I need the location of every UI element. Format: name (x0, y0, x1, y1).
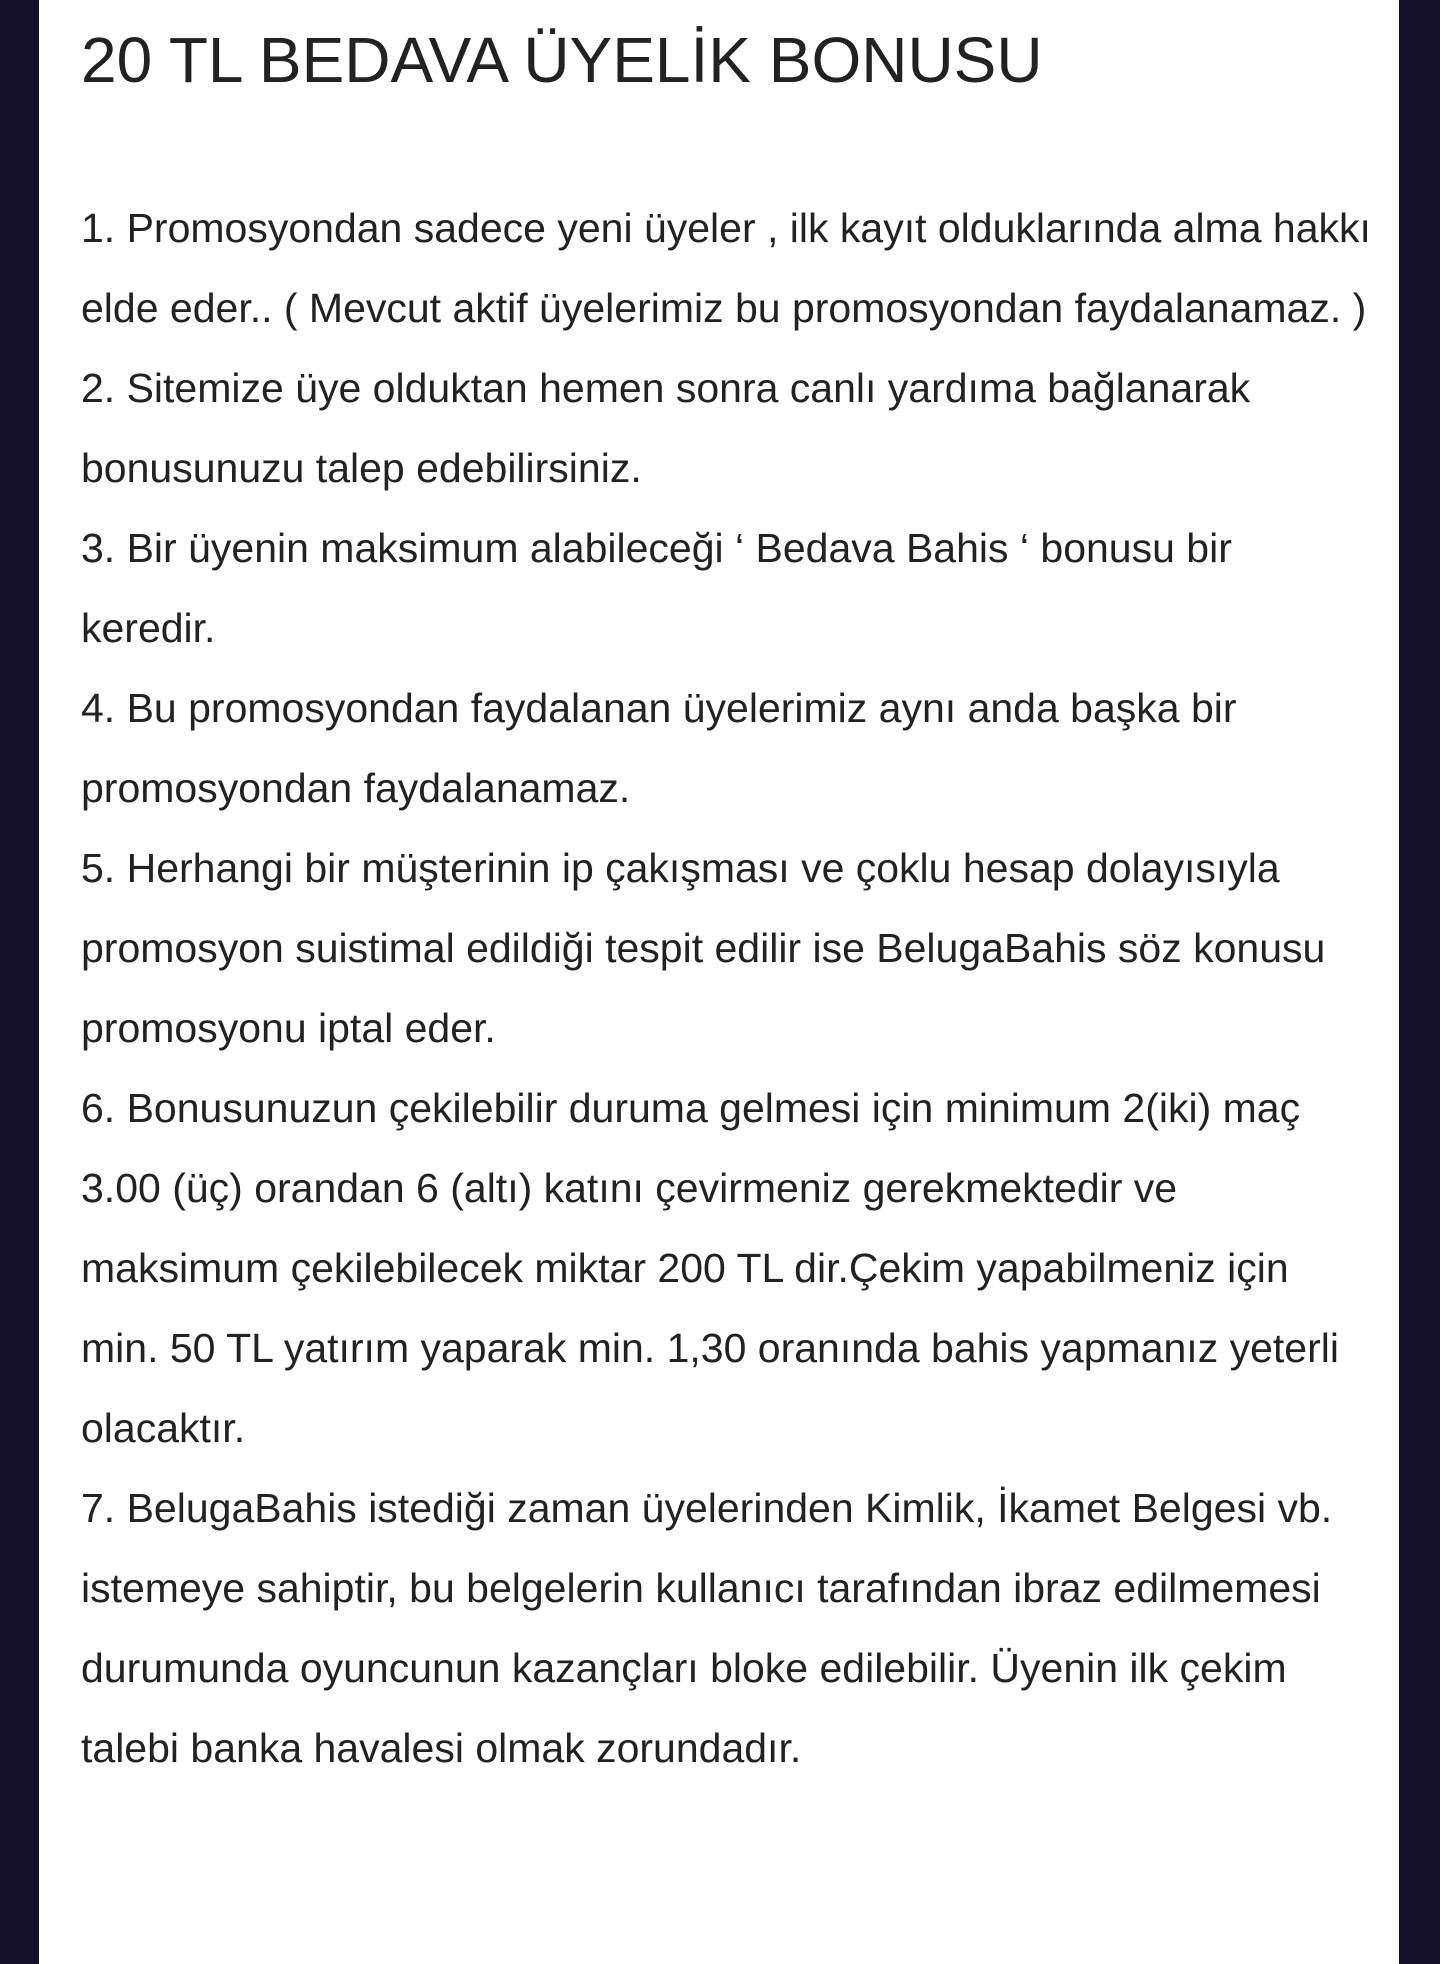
rule-item-7: 7. BelugaBahis istediği zaman üyelerinden Kimlik, İkamet Belgesi vb. istemeye sahiptir, bu belgelerin kullanıcı tarafından ibraz edilmemesi durumunda oyuncunun kazançları bloke edilebilir. Üyenin ilk çekim talebi banka havalesi olmak zorundadır. (81, 1485, 1333, 1771)
rule-item-4: 4. Bu promosyondan faydalanan üyelerimiz aynı anda başka bir promosyondan faydalanamaz. (81, 685, 1237, 811)
page-title: 20 TL BEDAVA ÜYELİK BONUSU (81, 24, 1043, 96)
rule-item-2: 2. Sitemize üye olduktan hemen sonra canlı yardıma bağlanarak bonusunuzu talep edebilirsiniz. (81, 365, 1251, 491)
rule-item-6: 6. Bonusunuzun çekilebilir duruma gelmesi için minimum 2(iki) maç 3.00 (üç) orandan 6 (altı) katını çevirmeniz gerekmektedir ve maksimum çekilebilecek miktar 200 TL dir.Çekim yapabilmeniz için min. 50 TL yatırım yaparak min. 1,30 oranında bahis yapmanız yeterli olacaktır. (81, 1085, 1339, 1451)
rule-item-5: 5. Herhangi bir müşterinin ip çakışması ve çoklu hesap dolayısıyla promosyon suistimal edildiği tespit edilir ise BelugaBahis söz konusu promosyonu iptal eder. (81, 845, 1326, 1051)
rule-item-3: 3. Bir üyenin maksimum alabileceği ‘ Bedava Bahis ‘ bonusu bir keredir. (81, 525, 1232, 651)
rule-item-1: 1. Promosyondan sadece yeni üyeler , ilk kayıt olduklarında alma hakkı elde eder.. ( Mevcut aktif üyelerimiz bu promosyondan faydalanamaz. ) (81, 205, 1371, 331)
rules-list (81, 188, 1371, 1788)
